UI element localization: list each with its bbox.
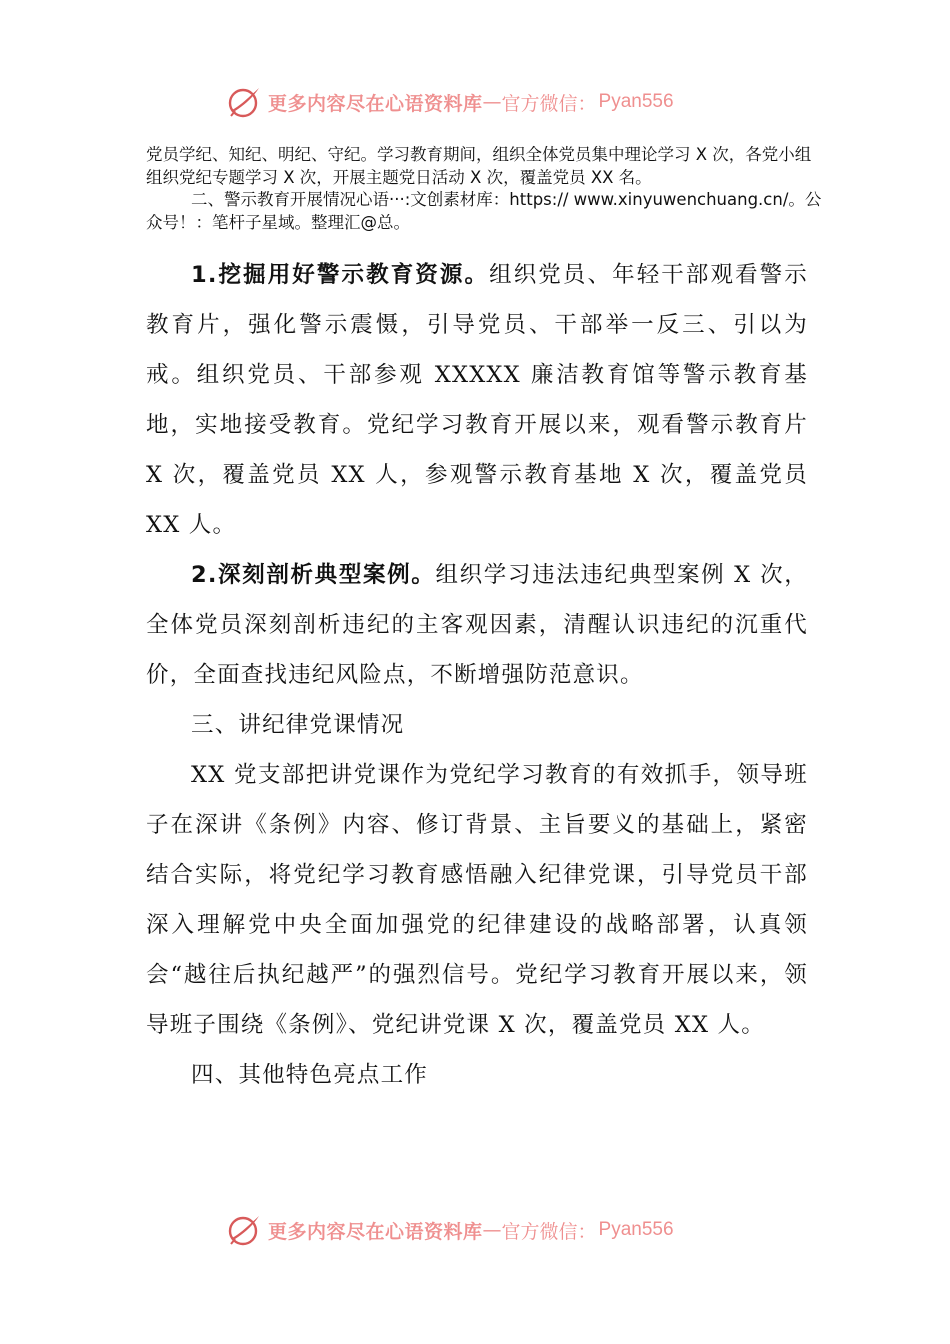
paragraph-1-body: 组织党员、年轻干部观看警示教育片，强化警示震慑，引导党员、干部举一反三、引以为戒。组织党员、干部参观 XXXXX 廉洁教育馆等警示教育基地，实地接受教育。党纪学习教育开展以来，观看警示教育片 X 次，覆盖党员 XX 人，参观警示教育基地 X 次，覆盖党员 XX 人。 bbox=[146, 262, 808, 538]
banner-separator: — bbox=[482, 1219, 502, 1241]
paragraph-1-title: 1.挖掘用好警示教育资源。 bbox=[191, 262, 490, 288]
banner-wechat-label: 官方微信： bbox=[501, 1220, 597, 1243]
paragraph-party-lecture: XX 党支部把讲党课作为党纪学习教育的有效抓手，领导班子在深讲《条例》内容、修订背景、主旨要义的基础上，紧密结合实际，将党纪学习教育感悟融入纪律党课，引导党员干部深入理解党中央全面加强党的纪律建设的战略部署，认真领会“越往后执纪越严”的强烈信号。党纪学习教育开展以来，领导班子围绕《条例》、党纪讲党课 X 次，覆盖党员 XX 人。 bbox=[146, 762, 808, 1038]
paragraph-2-body: 组织学习违法违纪典型案例 X 次，全体党员深刻剖析违纪的主客观因素，清醒认识违纪的沉重代价，全面查找违纪风险点，不断增强防范意识。 bbox=[146, 562, 808, 688]
banner-main-text: 更多内容尽在心语资料库 bbox=[268, 92, 483, 115]
quill-pen-logo-icon bbox=[226, 1212, 262, 1248]
header-line-2: 二、警示教育开展情况心语···:文创素材库：https:// www.xinyuwenchuang.cn/。公众号！：笔杆子星域。整理汇@总。 bbox=[146, 190, 822, 232]
document-body bbox=[146, 250, 808, 1100]
banner-main-text: 更多内容尽在心语资料库 bbox=[268, 1220, 483, 1243]
banner-wechat-id: Pyan556 bbox=[598, 91, 674, 112]
quill-pen-logo-icon bbox=[226, 84, 262, 120]
header-line-1: 党员学纪、知纪、明纪、守纪。学习教育期间，组织全体党员集中理论学习 X 次，各党小组组织党纪专题学习 X 次，开展主题党日活动 X 次，覆盖党员 XX 名。 bbox=[146, 145, 812, 187]
top-banner bbox=[0, 82, 950, 122]
paragraph-warning-resources bbox=[146, 250, 808, 550]
banner-wechat-id: Pyan556 bbox=[598, 1219, 674, 1240]
paragraph-typical-cases bbox=[146, 550, 808, 700]
section-heading-4: 四、其他特色亮点工作 bbox=[191, 1062, 429, 1088]
paragraph-2-title: 2.深刻剖析典型案例。 bbox=[191, 562, 436, 588]
banner-separator: — bbox=[482, 91, 502, 113]
banner-wechat-label: 官方微信： bbox=[501, 92, 597, 115]
header-text-block bbox=[146, 144, 826, 234]
section-heading-3: 三、讲纪律党课情况 bbox=[191, 712, 405, 738]
bottom-banner bbox=[0, 1210, 950, 1250]
